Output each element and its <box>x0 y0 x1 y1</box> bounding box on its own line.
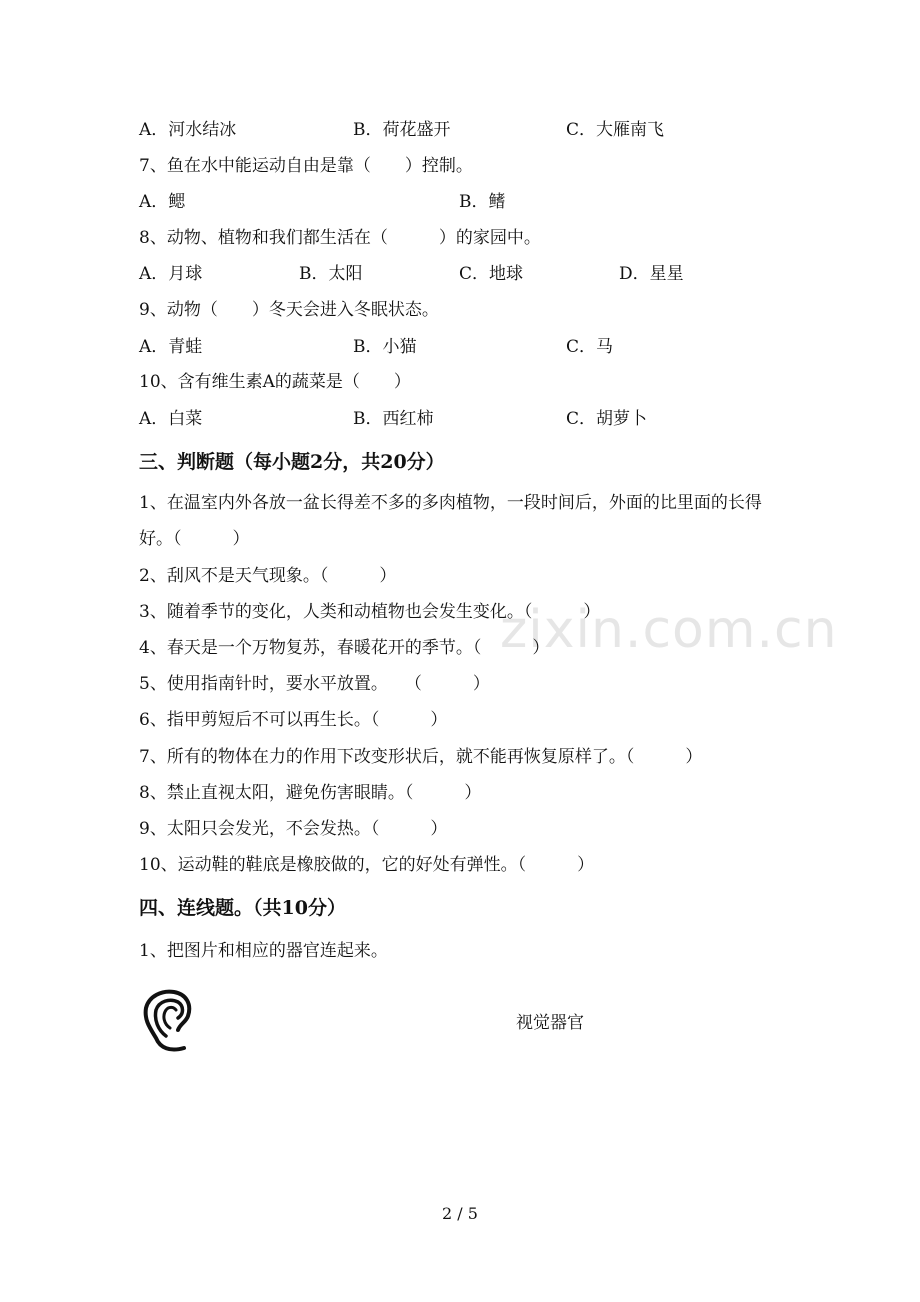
q9-text: 9、动物（ ）冬天会进入冬眠状态。 <box>139 300 439 320</box>
judge-item-8: 8、禁止直视太阳，避免伤害眼睛。（ ） <box>139 783 482 803</box>
q6-option-c: C．大雁南飞 <box>566 120 665 140</box>
judge-item-1: 1、在温室内外各放一盆长得差不多的多肉植物，一段时间后，外面的比里面的长得好。（ ） <box>139 493 762 549</box>
q10-option-c: C．胡萝卜 <box>566 409 648 429</box>
q10-option-b: B．西红柿 <box>353 409 434 429</box>
judge-item-10: 10、运动鞋的鞋底是橡胶做的，它的好处有弹性。（ ） <box>139 855 595 875</box>
q10-text: 10、含有维生素A的蔬菜是（ ） <box>139 372 411 392</box>
q9-option-c: C．马 <box>566 337 614 357</box>
q6-option-a: A．河水结冰 <box>139 120 237 140</box>
matching-q1-text: 1、把图片和相应的器官连起来。 <box>139 941 388 961</box>
judge-item-6: 6、指甲剪短后不可以再生长。（ ） <box>139 710 448 730</box>
judge-item-9: 9、太阳只会发光，不会发热。（ ） <box>139 819 448 839</box>
ear-icon <box>140 988 196 1056</box>
q6-option-b: B．荷花盛开 <box>353 120 451 140</box>
q8-option-a: A．月球 <box>139 264 203 284</box>
page-number: 2 / 5 <box>442 1204 478 1223</box>
organ-label-vision: 视觉器官 <box>516 1013 584 1033</box>
q8-text: 8、动物、植物和我们都生活在（ ）的家园中。 <box>139 228 541 248</box>
judge-item-2: 2、刮风不是天气现象。（ ） <box>139 566 397 586</box>
q7-option-a: A．鳃 <box>139 192 186 212</box>
judge-item-4: 4、春天是一个万物复苏，春暖花开的季节。（ ） <box>139 638 550 658</box>
q9-option-b: B．小猫 <box>353 337 417 357</box>
q7-text: 7、鱼在水中能运动自由是靠（ ）控制。 <box>139 156 473 176</box>
q8-option-b: B．太阳 <box>299 264 363 284</box>
q8-option-d: D．星星 <box>619 264 684 284</box>
q10-option-a: A．白菜 <box>139 409 203 429</box>
section4-heading: 四、连线题。（共10分） <box>139 897 346 919</box>
q9-option-a: A．青蛙 <box>139 337 203 357</box>
judge-item-7: 7、所有的物体在力的作用下改变形状后，就不能再恢复原样了。（ ） <box>139 747 703 767</box>
q8-option-c: C．地球 <box>459 264 524 284</box>
watermark: zixin.com.cn <box>500 600 838 660</box>
judge-item-5: 5、使用指南针时，要水平放置。 （ ） <box>139 674 490 694</box>
q7-option-b: B．鳍 <box>459 192 506 212</box>
section3-heading: 三、判断题（每小题2分，共20分） <box>139 451 445 473</box>
judge-item-3: 3、随着季节的变化，人类和动植物也会发生变化。（ ） <box>139 602 601 622</box>
